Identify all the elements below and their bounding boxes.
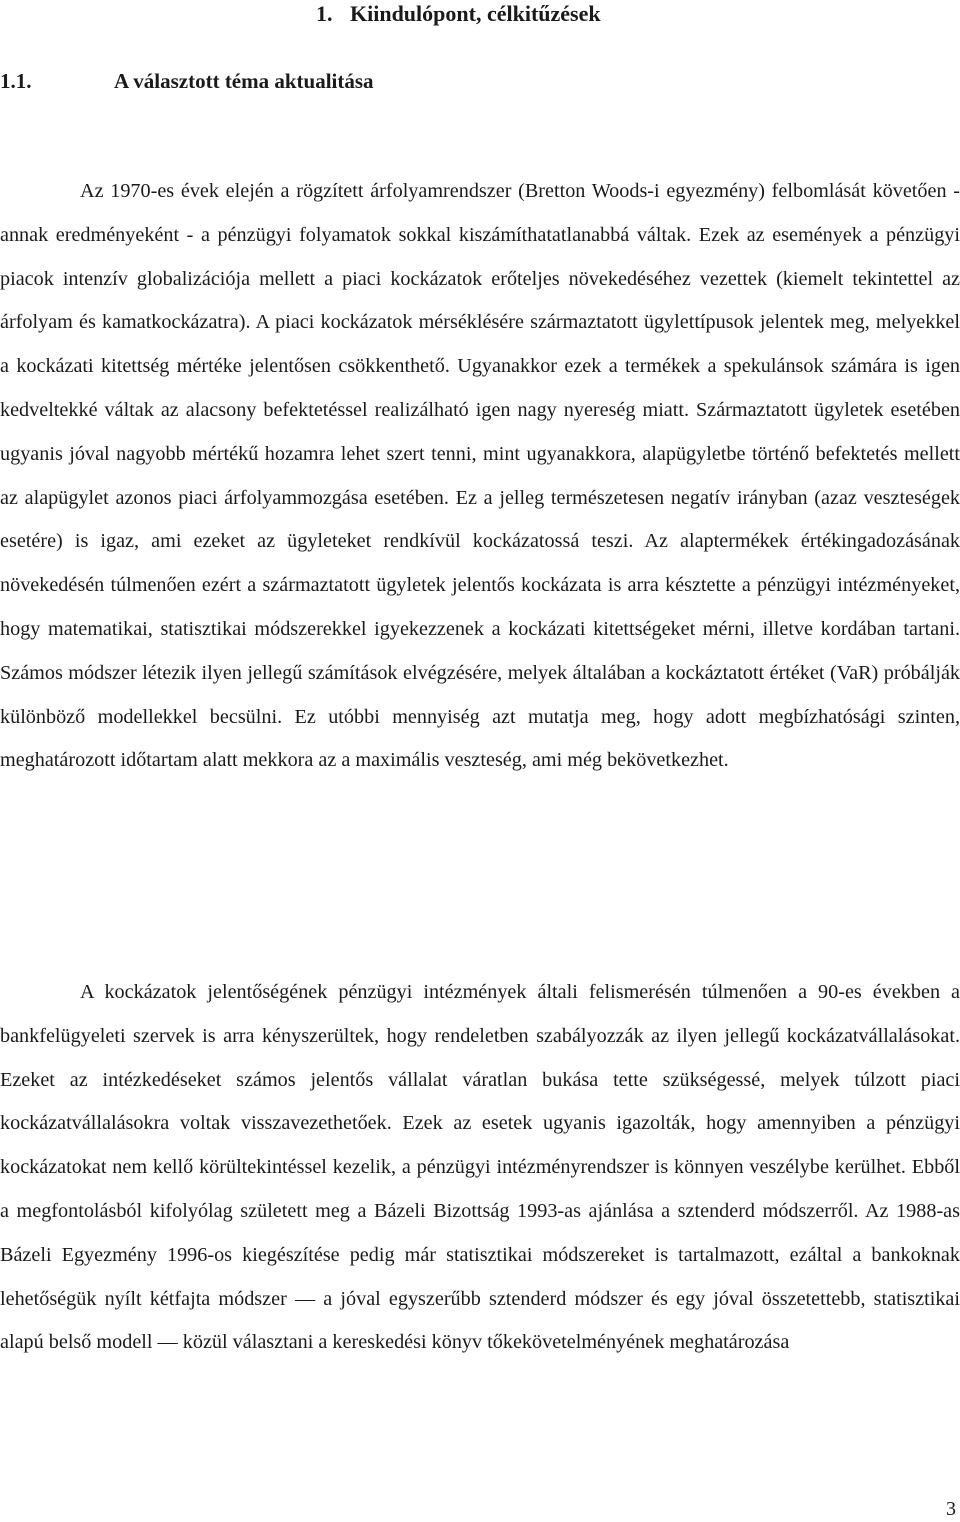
body-paragraph: Az 1970-es évek elején a rögzített árfolyamrendszer (Bretton Woods-i egyezmény) felbomlását követően - annak eredményeként - a pénzügyi folyamatok sokkal kiszámíthatatlanabbá váltak. Ezek az események a pénzügyi piacok intenzív globalizációja mellett a piaci kockázatok erőteljes növekedéséhez vezettek (kiemelt tekintettel az árfolyam és kamatkockázatra). A piaci kockázatok mérséklésére származtatott ügylettípusok jelentek meg, melyekkel a kockázati kitettség mértéke jelentősen csökkenthető. Ugyanakkor ezek a termékek a spekulánsok számára is igen kedveltekké váltak az alacsony befektetéssel realizálható igen nagy nyereség miatt. Származtatott ügyletek esetében ugyanis jóval nagyobb mértékű hozamra lehet szert tenni, mint ugyanakkora, alapügyletbe történő befektetés mellett az alapügylet azonos piaci árfolyammozgása esetében. Ez a jelleg természetesen negatív irányban (azaz veszteségek esetére) is igaz, ami ezeket az ügyleteket rendkívül kockázatossá teszi. Az alaptermékek értékingadozásának növekedésén túlmenően ezért a származtatott ügyletek jelentős kockázata is arra késztette a pénzügyi intézményeket, hogy matematikai, statisztikai módszerekkel igyekezzenek a kockázati kitettségeket mérni, illetve kordában tartani. Számos módszer létezik ilyen jellegű számítások elvégzésére, melyek általában a kockáztatott értéket (VaR) próbálják különböző modellekkel becsülni. Ez utóbbi mennyiség azt mutatja meg, hogy adott megbízhatósági szinten, meghatározott időtartam alatt mekkora az a maximális veszteség, ami még bekövetkezhet.	[0, 180, 960, 772]
section-number: 1.1.	[0, 69, 32, 93]
chapter-title: Kiindulópont, célkitűzések	[350, 1, 601, 26]
section-title: A választott téma aktualitása	[114, 69, 374, 93]
chapter-heading	[316, 0, 601, 28]
section-heading	[0, 67, 374, 95]
body-paragraph: A kockázatok jelentőségének pénzügyi intézmények általi felismerésén túlmenően a 90-es években a bankfelügyeleti szervek is arra kényszerültek, hogy rendeletben szabályozzák az ilyen jellegű kockázatvállalásokat. Ezeket az intézkedéseket számos jelentős vállalat váratlan bukása tette szükségessé, melyek túlzott piaci kockázatvállalásokra voltak visszavezethetőek. Ezek az esetek ugyanis igazolták, hogy amennyiben a pénzügyi kockázatokat nem kellő körültekintéssel kezelik, a pénzügyi intézményrendszer is könnyen veszélybe kerülhet. Ebből a megfontolásból kifolyólag született meg a Bázeli Bizottság 1993-as ajánlása a sztenderd módszerről. Az 1988-as Bázeli Egyezmény 1996-os kiegészítése pedig már statisztikai módszereket is tartalmazott, ezáltal a bankoknak lehetőségük nyílt kétfajta módszer — a jóval egyszerűbb sztenderd módszer és egy jóval összetettebb, statisztikai alapú belső modell — közül választani a kereskedési könyv tőkekövetelményének meghatározása	[0, 981, 960, 1354]
chapter-number: 1.	[316, 1, 333, 26]
page-number: 3	[946, 1498, 956, 1520]
